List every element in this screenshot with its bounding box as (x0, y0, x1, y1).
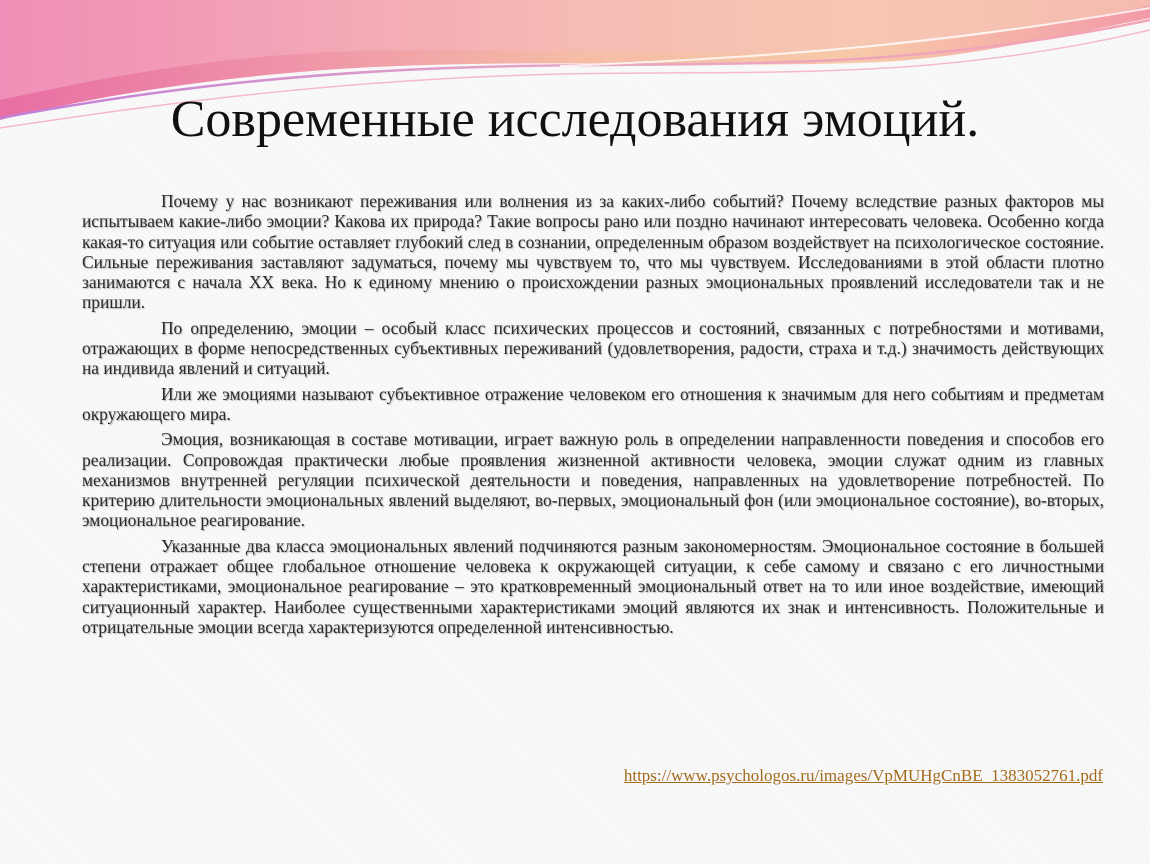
paragraph-1: Почему у нас возникают переживания или волнения из за каких-либо событий? Почему вследствие разных факторов мы испытываем какие-либо эмоции? Какова их природа? Такие вопросы рано или поздно начинают интересовать человека. Особенно когда какая-то ситуация или событие оставляет глубокий след в сознании, определенным образом воздействует на психологическое состояние. Сильные переживания заставляют задуматься, почему мы чувствуем то, что мы чувствуем. Исследованиями в этой области плотно занимаются с начала XX века. Но к единому мнению о происхождении разных эмоциональных проявлений исследователи так и не пришли. (82, 191, 1104, 313)
slide-body (82, 191, 1104, 642)
slide-title: Современные исследования эмоций. (170, 91, 980, 148)
paragraph-5: Указанные два класса эмоциональных явлений подчиняются разным закономерностям. Эмоциональное состояние в большей степени отражает общее глобальное отношение человека к окружающей ситуации, к себе самому и связано с его личностными характеристиками, эмоциональное реагирование – это кратковременный эмоциональный ответ на то или иное воздействие, имеющий ситуационный характер. Наиболее существенными характеристиками эмоций являются их знак и интенсивность. Положительные и отрицательные эмоции всегда характеризуются определенной интенсивностью. (82, 535, 1104, 637)
paragraph-3: Или же эмоциями называют субъективное отражение человеком его отношения к значимым для него событиям и предметам окружающего мира. (82, 383, 1104, 424)
source-link[interactable]: https://www.psychologos.ru/images/VpMUHgCnBE_1383052761.pdf (623, 766, 1103, 785)
paragraph-2: По определению, эмоции – особый класс психических процессов и состояний, связанных с потребностями и мотивами, отражающих в форме непосредственных субъективных переживаний (удовлетворения, радости, страха и т.д.) значимость действующих на индивида явлений и ситуаций. (82, 317, 1104, 379)
paragraph-4: Эмоция, возникающая в составе мотивации, играет важную роль в определении направленности поведения и способов его реализации. Сопровождая практически любые проявления жизненной активности человека, эмоции служат одним из главных механизмов внутренней регуляции психической деятельности и поведения, направленных на удовлетворение потребностей. По критерию длительности эмоциональных явлений выделяют, во-первых, эмоциональный фон (или эмоциональное состояние), во-вторых, эмоциональное реагирование. (82, 429, 1104, 531)
